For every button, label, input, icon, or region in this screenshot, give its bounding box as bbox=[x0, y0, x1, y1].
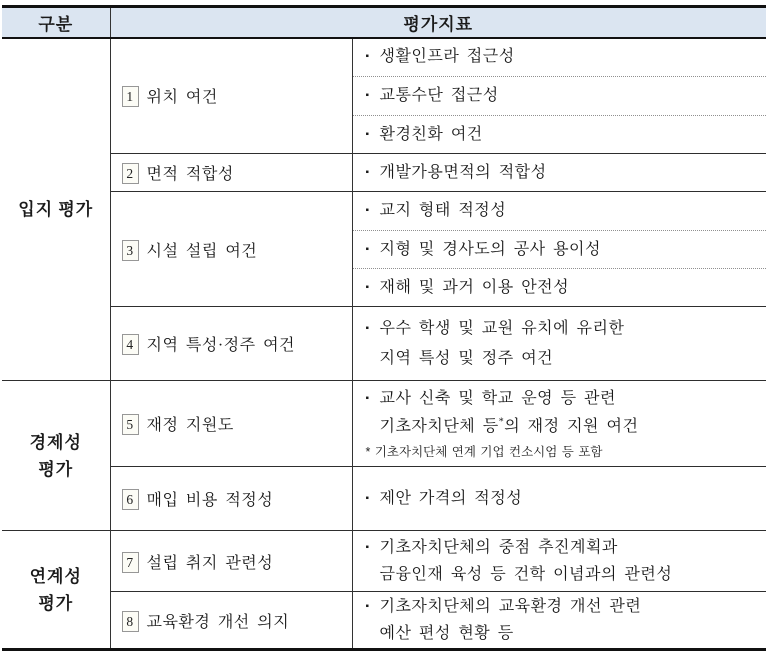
bullet-cell bbox=[352, 154, 766, 192]
bullet-icon: ▪ bbox=[365, 243, 370, 255]
bullet-cell bbox=[352, 467, 766, 531]
table-header-row bbox=[2, 7, 766, 38]
item-number-box: 1 bbox=[122, 86, 139, 107]
item-label: 매입 비용 적정성 bbox=[146, 492, 274, 509]
bullet-icon: ▪ bbox=[365, 166, 370, 178]
item-label: 재정 지원도 bbox=[146, 417, 234, 434]
bullet-cell bbox=[352, 381, 766, 467]
group-cell-economy bbox=[2, 381, 110, 531]
bullet-icon: ▪ bbox=[365, 392, 370, 404]
bullet-cell bbox=[352, 38, 766, 77]
bullet-text: 예산 편성 현황 등 bbox=[379, 625, 514, 642]
header-category: 구분 bbox=[2, 7, 110, 38]
item-number-box: 8 bbox=[122, 611, 139, 632]
item-number-box: 5 bbox=[122, 414, 139, 435]
group-label: 경제성 bbox=[29, 432, 82, 452]
bullet-text: 재해 및 과거 이용 안전성 bbox=[379, 278, 570, 296]
group-label: 연계성 bbox=[29, 566, 82, 586]
bullet-text: 환경친화 여건 bbox=[379, 125, 483, 143]
bullet-icon: ▪ bbox=[365, 492, 370, 504]
bullet-icon: ▪ bbox=[365, 601, 370, 612]
bullet-cell bbox=[352, 116, 766, 154]
bullet-cell bbox=[352, 231, 766, 269]
bullet-text: 생활인프라 접근성 bbox=[379, 48, 515, 66]
bullet-cell bbox=[352, 307, 766, 381]
group-cell-linkage bbox=[2, 531, 110, 650]
bullet-text: 교지 형태 적정성 bbox=[379, 202, 507, 219]
bullet-cell bbox=[352, 592, 766, 650]
bullet-text: 지역 특성 및 정주 여건 bbox=[379, 349, 554, 367]
bullet-cell bbox=[352, 269, 766, 307]
bullet-text: 우수 학생 및 교원 유치에 유리한 bbox=[379, 319, 625, 337]
footnote-text: * 기초자치단체 연계 기업 컨소시엄 등 포함 bbox=[365, 444, 603, 459]
item-label: 면적 적합성 bbox=[146, 166, 234, 183]
bullet-cell bbox=[352, 531, 766, 592]
item-cell-6 bbox=[110, 467, 352, 531]
bullet-text: 교사 신축 및 학교 운영 등 관련 bbox=[379, 389, 616, 407]
item-cell-4 bbox=[110, 307, 352, 381]
bullet-icon: ▪ bbox=[365, 90, 370, 101]
item-label: 설립 취지 관련성 bbox=[146, 554, 274, 572]
item-cell-7 bbox=[110, 531, 352, 592]
bullet-text: 제안 가격의 적정성 bbox=[379, 489, 523, 507]
bullet-icon: ▪ bbox=[365, 205, 370, 216]
bullet-icon: ▪ bbox=[365, 281, 370, 293]
group-label: 입지 평가 bbox=[18, 199, 94, 219]
bullet-cell bbox=[352, 77, 766, 116]
item-number-box: 7 bbox=[122, 552, 139, 573]
bullet-icon: ▪ bbox=[365, 51, 370, 63]
item-cell-2 bbox=[110, 154, 352, 192]
item-number-box: 6 bbox=[122, 489, 139, 510]
bullet-text: 기초자치단체 등*의 재정 지원 여건 bbox=[379, 416, 639, 435]
bullet-text: 기초자치단체의 중점 추진계획과 bbox=[379, 539, 618, 556]
group-label: 평가 bbox=[38, 593, 74, 613]
group-label: 평가 bbox=[38, 459, 74, 479]
bullet-icon: ▪ bbox=[365, 128, 370, 140]
item-label: 교육환경 개선 의지 bbox=[146, 613, 290, 631]
evaluation-criteria-table bbox=[2, 5, 766, 651]
bullet-text: 교통수단 접근성 bbox=[379, 87, 499, 104]
item-label: 시설 설립 여건 bbox=[146, 242, 258, 260]
bullet-text: 금융인재 육성 등 건학 이념과의 관련성 bbox=[379, 566, 673, 583]
bullet-icon: ▪ bbox=[365, 542, 370, 553]
item-label: 지역 특성·정주 여건 bbox=[146, 337, 295, 354]
header-indicator: 평가지표 bbox=[110, 7, 766, 38]
group-cell-location bbox=[2, 38, 110, 381]
item-cell-3 bbox=[110, 192, 352, 307]
bullet-text: 개발가용면적의 적합성 bbox=[379, 163, 547, 181]
item-cell-8 bbox=[110, 592, 352, 650]
bullet-icon: ▪ bbox=[365, 322, 370, 334]
item-cell-5 bbox=[110, 381, 352, 467]
item-number-box: 4 bbox=[122, 334, 139, 355]
bullet-text: 기초자치단체의 교육환경 개선 관련 bbox=[379, 598, 642, 615]
bullet-cell bbox=[352, 192, 766, 231]
item-label: 위치 여건 bbox=[146, 89, 218, 107]
footnote-marker: * bbox=[498, 416, 505, 428]
item-cell-1 bbox=[110, 38, 352, 154]
item-number-box: 2 bbox=[122, 163, 139, 184]
bullet-text: 지형 및 경사도의 공사 용이성 bbox=[379, 240, 601, 258]
item-number-box: 3 bbox=[122, 240, 139, 261]
